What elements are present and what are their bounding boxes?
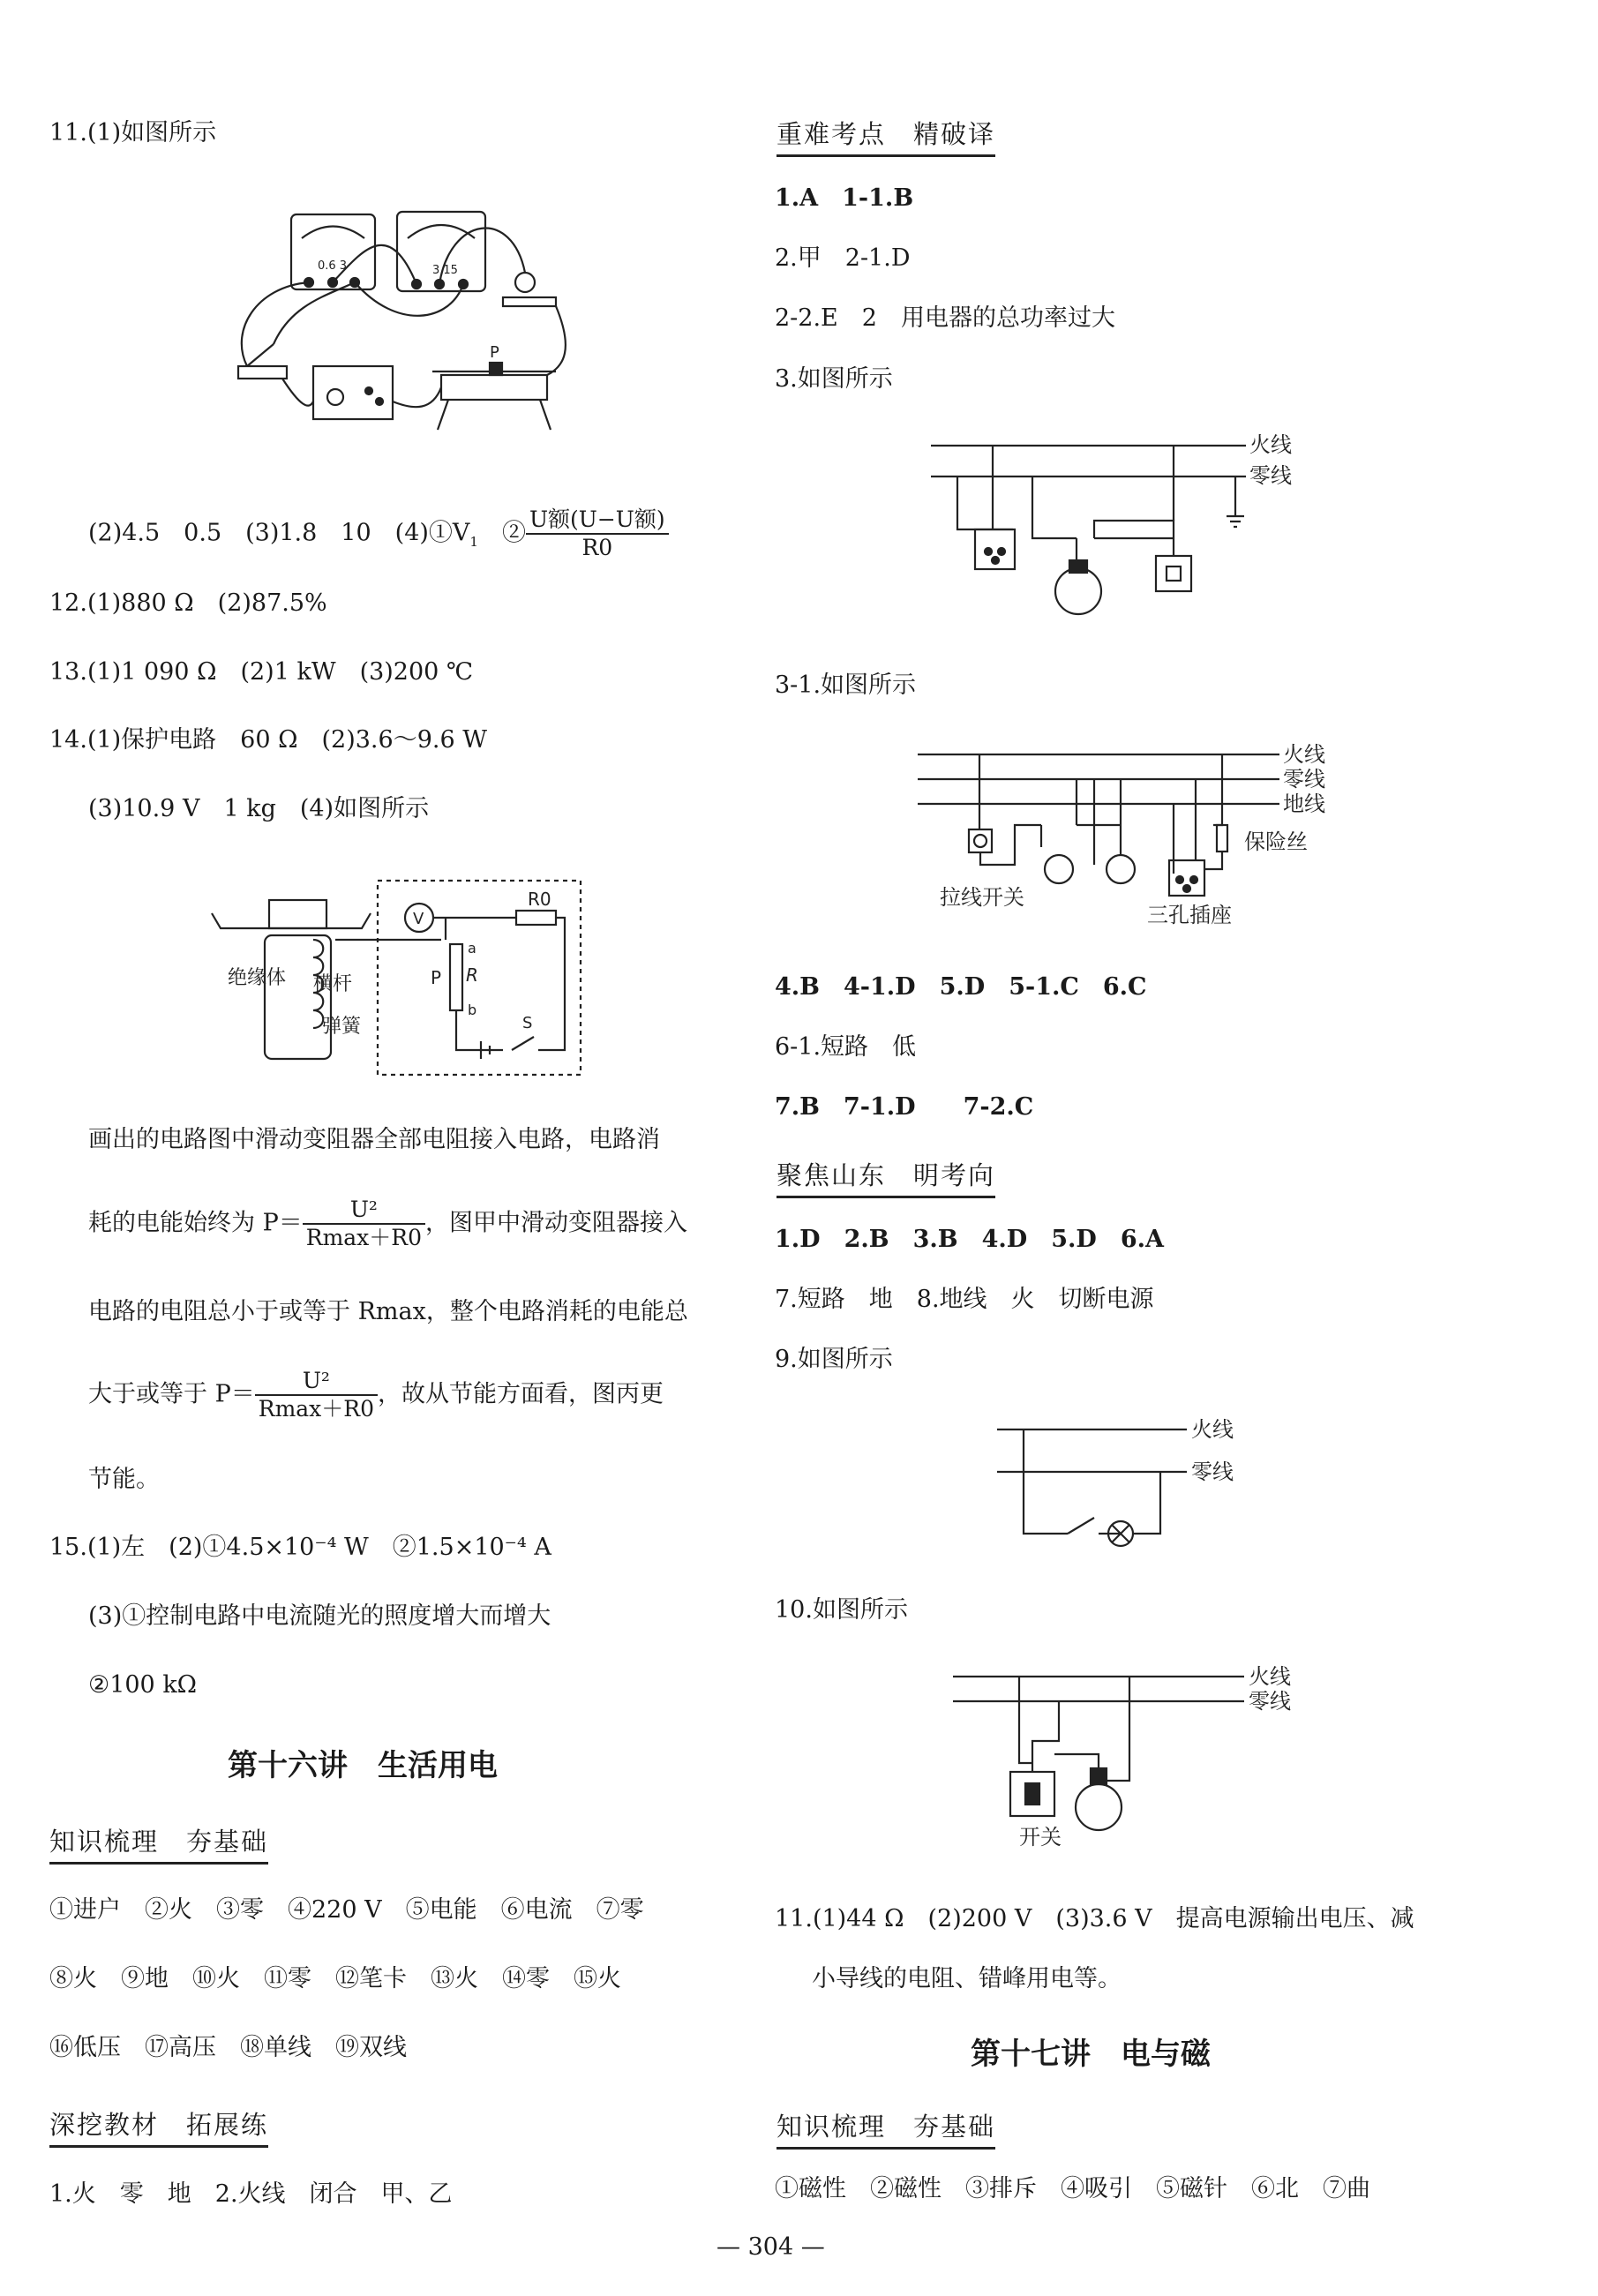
svg-text:R0: R0: [528, 889, 551, 910]
resistor-r0-icon: [516, 911, 556, 925]
section-basic-heading: 知识梳理 夯基础: [49, 1822, 268, 1865]
rheostat-icon: [441, 375, 547, 400]
r2: 2.甲 2-1.D: [775, 244, 911, 272]
s10: 10.如图所示: [775, 1596, 908, 1624]
svg-text:火线: 火线: [1191, 1417, 1234, 1442]
fig10-wiring: [944, 1657, 1315, 1860]
power-supply-icon: [313, 366, 393, 419]
s7: 7.短路 地 8.地线 火 切断电源: [775, 1286, 1154, 1313]
expand-line1: 1.火 零 地 2.火线 闭合 甲、乙: [49, 2180, 453, 2208]
svg-text:开关: 开关: [1019, 1825, 1062, 1850]
spring-label: 弹簧: [322, 1016, 362, 1038]
spring-icon: [265, 935, 331, 1059]
r7: 7.B 7-1.D 7-2.C: [775, 1093, 1034, 1121]
section-basic2-heading: 知识梳理 夯基础: [776, 2107, 995, 2150]
kb-line1: ①进户 ②火 ③零 ④220 V ⑤电能 ⑥电流 ⑦零: [49, 1896, 644, 1924]
switch-icon: [1068, 1518, 1094, 1534]
svg-text:b: b: [468, 1002, 477, 1018]
svg-text:保险丝: 保险丝: [1244, 829, 1308, 854]
svg-text:0.6 3: 0.6 3: [318, 259, 348, 273]
svg-text:火线: 火线: [1249, 432, 1292, 457]
bulb-icon-2: [1107, 855, 1135, 883]
r22: 2-2.E 2 用电器的总功率过大: [775, 304, 1115, 332]
s11b: 小导线的电阻、错峰用电等。: [812, 1965, 1122, 1992]
svg-text:火线: 火线: [1249, 1664, 1291, 1689]
switch-icon: [1156, 556, 1191, 591]
para4: 大于或等于 P＝ $\frac{\text{U²}}{Rmax+R0}$ ，故从节能方面看，图丙更: [88, 1368, 664, 1422]
q11-circuit-figure: [221, 199, 591, 437]
svg-text:三孔插座: 三孔插座: [1147, 903, 1232, 927]
svg-text:地线: 地线: [1283, 792, 1325, 816]
q15a: 15.(1)左 (2)①4.5×10⁻⁴ W ②1.5×10⁻⁴ A: [49, 1534, 551, 1561]
s9: 9.如图所示: [775, 1346, 893, 1373]
insulator-label: 绝缘体: [228, 967, 287, 989]
kb-line3: ⑯低压 ⑰高压 ⑱单线 ⑲双线: [49, 2034, 407, 2061]
q14a: 14.(1)保护电路 60 Ω (2)3.6～9.6 W: [49, 726, 487, 754]
svg-text:a: a: [468, 940, 476, 957]
lecture16-title: 第十六讲 生活用电: [228, 1748, 498, 1783]
svg-text:零线: 零线: [1249, 463, 1292, 488]
para1: 画出的电路图中滑动变阻器全部电阻接入电路，电路消: [88, 1126, 660, 1153]
s1: 1.D 2.B 3.B 4.D 5.D 6.A: [775, 1226, 1164, 1253]
rheostat-r-icon: [450, 944, 462, 1010]
fuse-icon: [1217, 825, 1227, 852]
fig3-1-wiring: [909, 737, 1368, 935]
q15b: (3)①控制电路中电流随光的照度增大而增大: [88, 1602, 551, 1630]
svg-text:零线: 零线: [1249, 1689, 1291, 1714]
bulb-icon: [1055, 568, 1101, 614]
fig3-wiring: [918, 432, 1324, 635]
section-sd-heading: 聚焦山东 明考向: [776, 1156, 995, 1198]
q14b: (3)10.9 V 1 kg (4)如图所示: [88, 795, 430, 822]
svg-text:R: R: [466, 964, 478, 986]
r31: 3-1.如图所示: [775, 672, 917, 699]
ground-icon: [1227, 476, 1244, 527]
svg-text:P: P: [431, 967, 442, 988]
kb-line2: ⑧火 ⑨地 ⑩火 ⑪零 ⑫笔卡 ⑬火 ⑭零 ⑮火: [49, 1965, 621, 1992]
bulb-icon: [1045, 855, 1073, 883]
lecture17-title: 第十七讲 电与磁: [971, 2037, 1211, 2072]
svg-text:3 15: 3 15: [432, 264, 458, 277]
para5: 节能。: [88, 1466, 160, 1493]
q12: 12.(1)880 Ω (2)87.5%: [49, 589, 327, 617]
s11a: 11.(1)44 Ω (2)200 V (3)3.6 V 提高电源输出电压、减: [775, 1905, 1414, 1932]
bulb-icon: [1076, 1784, 1122, 1830]
kb17-line: ①磁性 ②磁性 ③排斥 ④吸引 ⑤磁针 ⑥北 ⑦曲: [775, 2175, 1370, 2202]
svg-text:拉线开关: 拉线开关: [940, 885, 1024, 910]
fig9-wiring: [988, 1410, 1262, 1560]
r3: 3.如图所示: [775, 365, 893, 393]
q11-title: 11.(1)如图所示: [49, 119, 217, 146]
r4: 4.B 4-1.D 5.D 5-1.C 6.C: [775, 973, 1147, 1001]
q15c: ②100 kΩ: [88, 1671, 198, 1699]
svg-text:零线: 零线: [1283, 767, 1325, 792]
svg-text:V: V: [413, 910, 424, 928]
section-key-heading: 重难考点 精破译: [776, 115, 995, 157]
page-number: — 304 —: [716, 2233, 825, 2261]
svg-text:零线: 零线: [1191, 1459, 1234, 1484]
q14-circuit-figure: [203, 874, 591, 1085]
para3: 电路的电阻总小于或等于 Rmax，整个电路消耗的电能总: [88, 1298, 688, 1325]
r1: 1.A 1-1.B: [775, 184, 914, 212]
r61: 6-1.短路 低: [775, 1033, 917, 1061]
q13: 13.(1)1 090 Ω (2)1 kW (3)200 ℃: [49, 658, 474, 686]
switch-icon: [238, 366, 287, 379]
section-expand-heading: 深挖教材 拓展练: [49, 2105, 268, 2148]
bulb-icon: [515, 273, 535, 292]
svg-text:火线: 火线: [1283, 742, 1325, 767]
svg-text:S: S: [522, 1014, 533, 1032]
q11-sub: (2)4.5 0.5 (3)1.8 10 $(4)①V_1$ ② $\frac{\text{U额(U−U额)}}{R0}$: [88, 506, 669, 561]
para2: 耗的电能始终为 P＝ $\frac{\text{U²}}{Rmax+R0}$ ，图甲中滑动变阻器接入: [88, 1197, 688, 1250]
pull-switch-icon: [969, 829, 992, 852]
svg-text:P: P: [490, 343, 499, 362]
bar-label: 横杆: [313, 973, 353, 995]
